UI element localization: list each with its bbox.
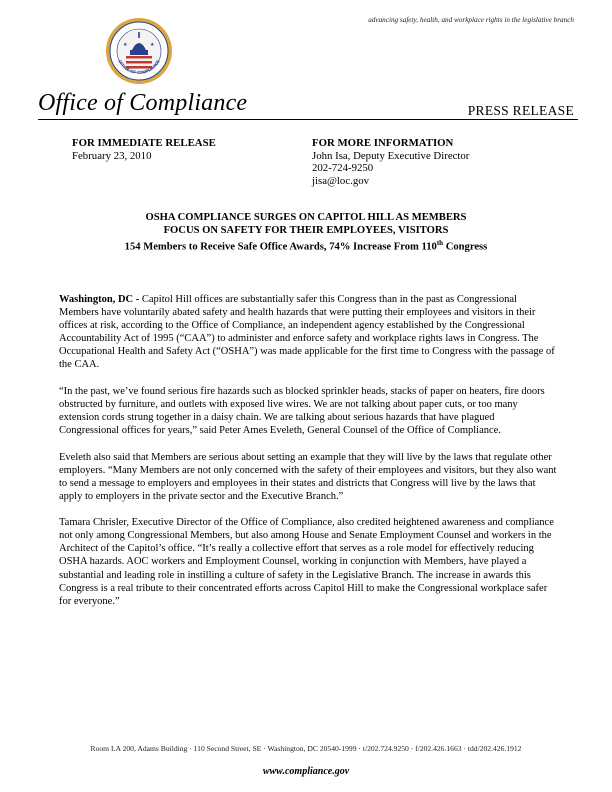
dateline: Washington, DC -	[59, 294, 142, 305]
subtitle-superscript: th	[436, 239, 444, 248]
release-block	[72, 137, 216, 162]
contact-email[interactable]: jisa@loc.gov	[312, 174, 370, 187]
headline-line-2: FOCUS ON SAFETY FOR THEIR EMPLOYEES, VISITORS	[163, 224, 449, 236]
paragraph-1	[59, 293, 557, 372]
release-label: FOR IMMEDIATE RELEASE	[72, 137, 216, 149]
paragraph-3: Eveleth also said that Members are serious about setting an example that they will live by the laws that regulate other employers. “Many Members are not only concerned with the safety of their employees and visitors, but they also want to send a message to employers and employees in their states and districts that Congress will live by the laws that apply to employers in the private sector and the Executive Branch.”	[59, 451, 557, 502]
contact-label: FOR MORE INFORMATION	[312, 137, 454, 149]
header-divider	[38, 119, 578, 120]
headline-subtitle	[60, 237, 552, 254]
paragraph-2: “In the past, we’ve found serious fire hazards such as blocked sprinkler heads, stacks of paper on heaters, fire doors obstructed by furniture, and outlets with exposed live wires. We are not talking about paper cuts, or too many extension cords strung together in a daisy chain. We are talking about serious hazards that have plagued Congressional offices for years,” said Peter Ames Eveleth, General Counsel of the Office of Compliance.	[59, 385, 545, 437]
paragraph-4: Tamara Chrisler, Executive Director of the Office of Compliance, also credited heightened awareness and compliance not only among Congressional Members, but also among House and Senate Employment Counsel and workers in the Architect of the Capitol’s office. “It’s really a collective effort that serves as a role model for effectively reducing OSHA hazards. AOC workers and Employment Counsel, working in conjunction with Members, have played a substantial and leading role in instilling a culture of safety in the Legislative Branch. The increase in awards this Congress is a real tribute to their concentrated efforts across Capitol Hill to make the Congressional workplace safer for everyone.”	[59, 517, 554, 607]
headline-line-1: OSHA COMPLIANCE SURGES ON CAPITOL HILL AS MEMBERS	[145, 212, 467, 223]
contact-name: John Isa, Deputy Executive Director	[312, 149, 470, 162]
contact-block	[312, 137, 469, 187]
contact-phone: 202-724-9250	[312, 162, 374, 175]
tagline: advancing safety, health, and workplace rights in the legislative branch	[368, 16, 574, 24]
press-release-label: PRESS RELEASE	[467, 103, 574, 118]
subtitle-text-end: Congress	[443, 241, 488, 253]
subtitle-text: 154 Members to Receive Safe Office Awards, 74% Increase From 110	[124, 241, 437, 253]
svg-text:★: ★	[150, 43, 155, 48]
svg-text:★: ★	[123, 43, 128, 48]
press-release-body	[59, 293, 557, 621]
website-link[interactable]: www.compliance.gov	[262, 766, 350, 777]
headline	[60, 212, 552, 254]
office-name: Office of Compliance	[38, 90, 248, 116]
seal-text: OFFICE OF COMPLIANCE	[117, 58, 161, 76]
office-seal-logo	[104, 16, 174, 86]
paragraph-1-text: Capitol Hill offices are substantially safer this Congress than in the past as Congressional Members have voluntarily abated safety and health hazards that were putting their employees and visitors in their offices at risk, according to the Office of Compliance, an independent agency established by the Congressional Accountability Act of 1995 (“CAA”) to administer and enforce safety and workplace rights laws in Congress. The Occupational Health and Safety Act (“OSHA”) was made applicable for the first time to Congress with the passage of the CAA.	[59, 294, 555, 371]
footer-address: Room LA 200, Adams Building · 110 Second Street, SE · Washington, DC 20540-1999 · t/202.724.9250 · f/202.426.1663 · tdd/202.426.1912	[90, 744, 522, 753]
release-date: February 23, 2010	[72, 149, 152, 162]
